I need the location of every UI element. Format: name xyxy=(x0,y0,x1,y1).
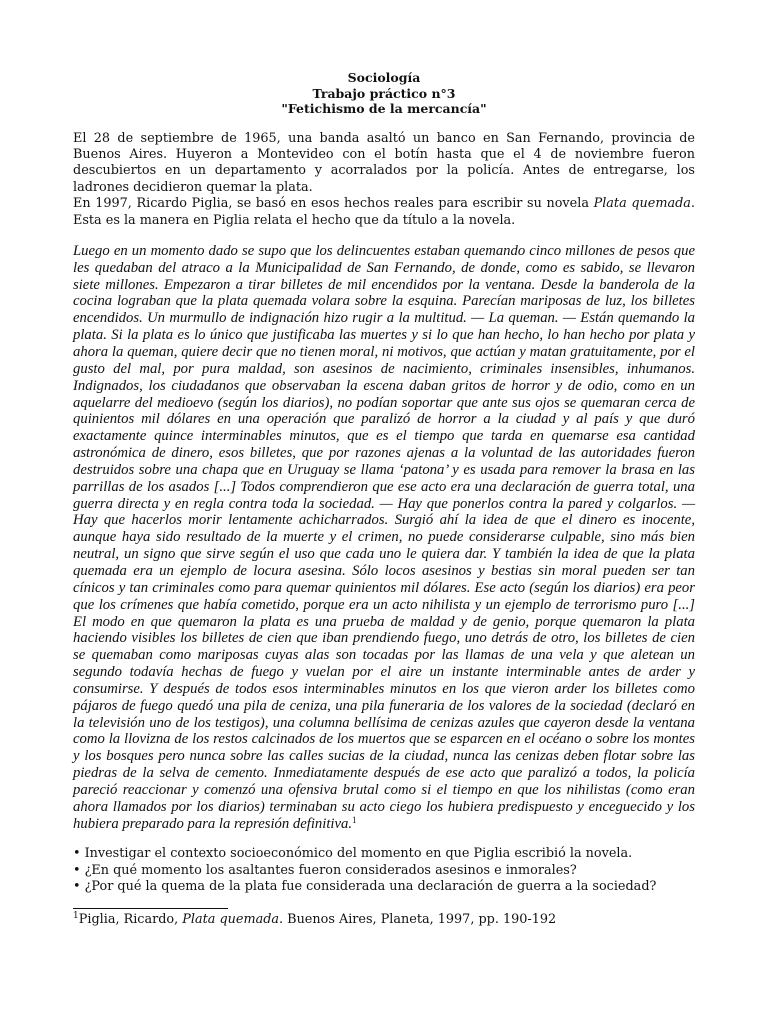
footnote-author: Piglia, Ricardo, xyxy=(78,911,183,927)
intro-paragraph-2-start: En 1997, Ricardo Piglia, se basó en esos hechos reales para escribir su novela xyxy=(73,196,594,212)
document-page xyxy=(73,70,695,928)
intro-section xyxy=(73,131,695,229)
subject-title: Sociología xyxy=(347,70,421,85)
intro-paragraph-2 xyxy=(73,196,695,229)
question-item xyxy=(73,846,695,862)
footnote-publication: . Buenos Aires, Planeta, 1997, pp. 190-192 xyxy=(279,911,557,927)
questions-list xyxy=(73,846,695,895)
intro-paragraph-2-end: . Esta es la manera en Piglia relata el hecho que da título a la novela. xyxy=(73,196,695,228)
question-item xyxy=(73,879,695,895)
bullet-icon: • xyxy=(73,846,81,862)
question-item xyxy=(73,863,695,879)
question-text: ¿En qué momento los asaltantes fueron considerados asesinos e inmorales? xyxy=(84,862,577,878)
novel-title: Plata quemada xyxy=(593,196,691,212)
question-text: Investigar el contexto socioeconómico del momento en que Piglia escribió la novela. xyxy=(84,846,633,862)
intro-paragraph-1: El 28 de septiembre de 1965, una banda asaltó un banco en San Fernando, provincia de Buenos Aires. Huyeron a Montevideo con el botín hasta que el 4 de noviembre fueron descubiertos en un departamento y acorralados por la policía. Antes de entregarse, los ladrones decidieron quemar la plata. xyxy=(73,130,695,195)
footnote-marker: 1 xyxy=(73,910,79,921)
topic-title: "Fetichismo de la mercancía" xyxy=(281,101,487,116)
footnote xyxy=(73,912,695,928)
question-text: ¿Por qué la quema de la plata fue considerada una declaración de guerra a la sociedad? xyxy=(84,879,657,895)
bullet-icon: • xyxy=(73,879,81,895)
bullet-icon: • xyxy=(73,862,81,878)
document-header xyxy=(73,70,695,117)
quote-text: Luego en un momento dado se supo que los delincuentes estaban quemando cinco millones de pesos que les quedaban del atraco a la Municipalidad de San Fernando, de donde, como es sabido, se llevaron siete millones. Empezaron a tirar billetes de mil encendidos por la ventana. Desde la banderola de la cocina lograban que la plata quemada volara sobre la esquina. Parecían mariposas de luz, los billetes encendidos. Un murmullo de indignación hizo rugir a la multitud. — La queman. — Están quemando la plata. Si la plata es lo único que justificaba las muertes y si lo que han hecho, lo han hecho por plata y ahora la queman, quiere decir que no tienen moral, ni motivos, que actúan y matan gratuitamente, por el gusto del mal, por pura maldad, son asesinos de nacimiento, criminales insensibles, inhumanos. Indignados, los ciudadanos que observaban la escena daban gritos de horror y de odio, como en un aquelarre del medioevo (según los diarios), no podían soportar que ante sus ojos se quemaran cerca de quinientos mil dólares en una operación que paralizó de horror a la ciudad y al país y que duró exactamente quince interminables minutos, que es el tiempo que tarda en quemarse esa cantidad astronómica de dinero, esos billetes, que por razones ajenas a la voluntad de las autoridades fueron destruidos sobre una chapa que en Uruguay se llama ‘patona’ y es usada para remover la brasa en las parrillas de los asados [...] Todos comprendieron que ese acto era una declaración de guerra total, una guerra directa y en regla contra toda la sociedad. — Hay que ponerlos contra la pared y colgarlos. — Hay que hacerlos morir lentamente achicharrados. Surgió ahí la idea de que el dinero es inocente, aunque haya sido resultado de la muerte y el crimen, no puede considerarse culpable, sino más bien neutral, un signo que sirve según el uso que cada uno le quiera dar. Y también la idea de que la plata quemada era un ejemplo de locura asesina. Sólo locos asesinos y bestias sin moral pueden ser tan cínicos y tan criminales como para quemar quinientos mil dólares. Ese acto (según los diarios) era peor que los crímenes que había cometido, porque era un acto nihilista y un ejemplo de terrorismo puro [...] El modo en que quemaron la plata es una prueba de maldad y de genio, porque quemaron la plata haciendo visibles los billetes de cien que iban prendiendo fuego, uno detrás de otro, los billetes de cien se quemaban como mariposas cuyas alas son tocadas por las llamas de una vela y que aletean un segundo todavía hechas de fuego y vuelan por el aire un instante interminable antes de arder y consumirse. Y después de todos esos interminables minutos en los que vieron arder los billetes como pájaros de fuego quedó una pila de ceniza, una pila funeraria de los valores de la sociedad (declaró en la televisión uno de los testigos), una columna bellísima de cenizas azules que cayeron desde la ventana como la llovizna de los restos calcinados de los muertos que se esparcen en el océano o sobre los montes y los bosques pero nunca sobre las calles sucias de la ciudad, nunca las cenizas deben flotar sobre las piedras de la selva de cemento. Inmediatamente después de ese acto que paralizó a todos, la policía pareció reaccionar y comenzó una ofensiva brutal como si el tiempo en que los nihilistas (como eran ahora llamados por los diarios) terminaban su acto ciego los hubiera predispuesto y enceguecido y los hubiera preparado para la represión definitiva. xyxy=(73,242,695,832)
assignment-title: Trabajo práctico n°3 xyxy=(312,85,456,101)
novel-quote xyxy=(73,243,695,833)
footnote-title: Plata quemada xyxy=(182,911,280,927)
footnote-divider xyxy=(73,908,228,909)
footnote-reference: 1 xyxy=(352,814,357,825)
